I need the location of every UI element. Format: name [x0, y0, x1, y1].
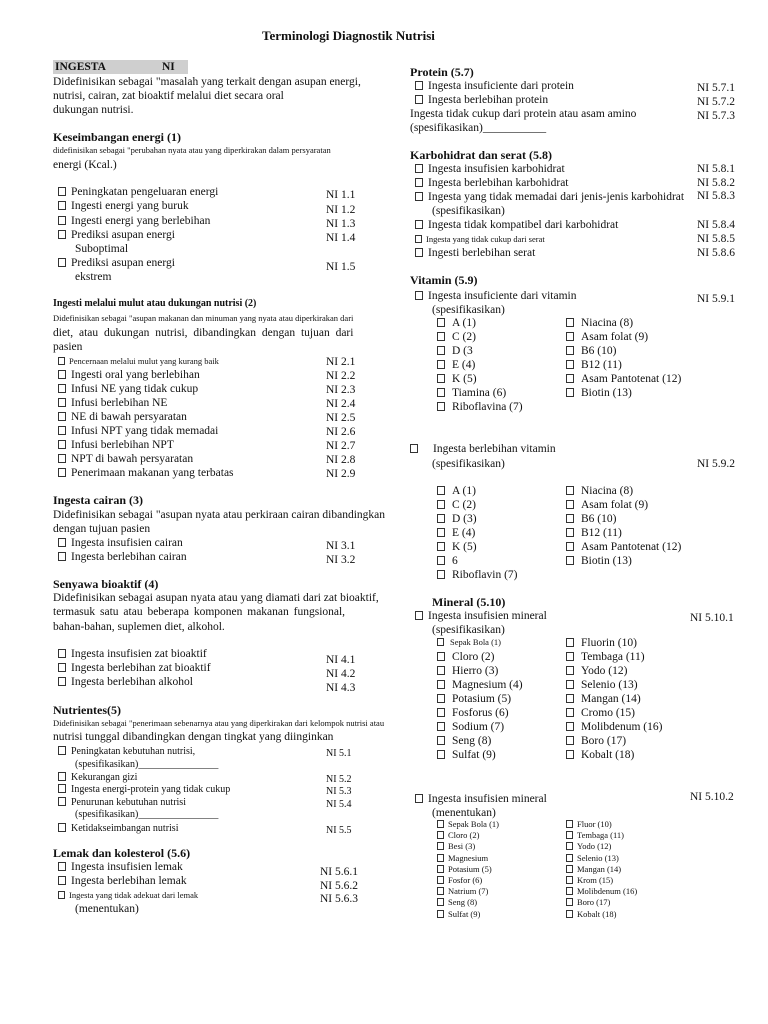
checkbox-icon[interactable]: [566, 910, 573, 918]
protein-amino-label: Ingesta tidak cukup dari protein atau asam amino: [410, 108, 637, 120]
checkbox-item[interactable]: Potasium (5): [437, 693, 511, 706]
checkbox-icon[interactable]: [58, 772, 66, 781]
checkbox-item[interactable]: K (5): [437, 373, 477, 386]
checkbox-item[interactable]: Fosforus (6): [437, 707, 509, 720]
ingesta-definition-1: Didefinisikan sebagai "masalah yang terkait dengan asupan energi,: [53, 76, 361, 88]
checkbox-icon[interactable]: [566, 887, 573, 895]
checkbox-icon[interactable]: [566, 360, 574, 369]
checkbox-icon[interactable]: [437, 402, 445, 411]
checkbox-icon[interactable]: [437, 500, 445, 509]
checkbox-icon[interactable]: [58, 862, 66, 871]
diagnosis-code: NI 5.8.6: [697, 247, 736, 259]
checkbox-icon[interactable]: [566, 666, 574, 675]
checkbox-icon[interactable]: [437, 865, 444, 873]
checkbox-icon[interactable]: [415, 192, 423, 201]
checkbox-icon[interactable]: [58, 230, 66, 239]
checkbox-icon[interactable]: [566, 820, 573, 828]
checkbox-icon[interactable]: [58, 426, 66, 435]
checkbox-item[interactable]: Boro (17): [566, 735, 626, 748]
checkbox-item[interactable]: Seng (8): [437, 897, 477, 907]
diagnosis-code: NI 1.1: [326, 189, 356, 201]
ingesta-heading: INGESTA: [55, 61, 106, 73]
checkbox-item[interactable]: Biotin (13): [566, 555, 632, 568]
checkbox-item[interactable]: Ingesta insuficiente dari vitamin: [415, 290, 577, 303]
diagnosis-code: NI 1.4: [326, 232, 356, 244]
checkbox-icon[interactable]: [437, 388, 445, 397]
checkbox-icon[interactable]: [437, 736, 445, 745]
checkbox-item[interactable]: Ketidakseimbangan nutrisi: [58, 823, 178, 835]
checkbox-item[interactable]: A (1): [437, 485, 476, 498]
diagnosis-code: NI 5.6.2: [320, 880, 359, 892]
checkbox-item[interactable]: Infusi NE yang tidak cukup: [58, 383, 198, 396]
ingesta-definition-2: nutrisi, cairan, zat bioaktif melalui diet secara oral: [53, 90, 284, 102]
checkbox-item[interactable]: Fluorin (10): [566, 637, 637, 650]
fluid-heading: Ingesta cairan (3): [53, 493, 143, 507]
diagnosis-code: NI 5.7.1: [697, 82, 736, 94]
checkbox-item[interactable]: A (1): [437, 317, 476, 330]
ingesta-code: NI: [162, 61, 175, 73]
item-continuation: (menentukan): [432, 807, 496, 819]
checkbox-item[interactable]: B12 (11): [566, 527, 622, 540]
checkbox-icon[interactable]: [566, 346, 574, 355]
checkbox-icon[interactable]: [437, 854, 444, 862]
diagnosis-code: NI 5.9.1: [697, 293, 736, 305]
checkbox-icon[interactable]: [566, 898, 573, 906]
diagnosis-code: NI 5.6.3: [320, 893, 359, 905]
checkbox-item[interactable]: Magnesium (4): [437, 679, 523, 692]
checkbox-icon[interactable]: [566, 842, 573, 850]
checkbox-item[interactable]: B12 (11): [566, 359, 622, 372]
checkbox-icon[interactable]: [58, 823, 66, 832]
checkbox-item[interactable]: Tembaga (11): [566, 830, 624, 840]
checkbox-item[interactable]: Molibdenum (16): [566, 721, 662, 734]
checkbox-item[interactable]: K (5): [437, 541, 477, 554]
checkbox-item[interactable]: Niacina (8): [566, 485, 633, 498]
checkbox-item[interactable]: E (4): [437, 527, 475, 540]
nutrients-definition-2: nutrisi tunggal dibandingkan dengan tingkat yang diinginkan: [53, 731, 334, 743]
checkbox-item[interactable]: Ingesti energi yang berlebihan: [58, 215, 210, 228]
diagnosis-code: NI 2.5: [326, 412, 356, 424]
diagnosis-code: NI 5.8.4: [697, 219, 736, 231]
checkbox-icon[interactable]: [437, 528, 445, 537]
checkbox-icon[interactable]: [566, 500, 574, 509]
diagnosis-code: NI 1.2: [326, 204, 356, 216]
checkbox-icon[interactable]: [566, 865, 573, 873]
checkbox-item[interactable]: Prediksi asupan energi: [58, 257, 175, 270]
checkbox-item[interactable]: D (3: [437, 345, 473, 358]
checkbox-icon[interactable]: [437, 346, 445, 355]
checkbox-item[interactable]: C (2): [437, 331, 476, 344]
checkbox-item[interactable]: Ingesta berlebihan lemak: [58, 875, 187, 888]
fat-heading: Lemak dan kolesterol (5.6): [53, 846, 191, 860]
bioactive-definition-1: Didefinisikan sebagai asupan nyata atau yang diamati dari zat bioaktif,: [53, 592, 379, 604]
bioactive-definition-3: bahan-bahan, suplemen diet, alkohol.: [53, 621, 225, 633]
checkbox-item[interactable]: Selenio (13): [566, 679, 638, 692]
checkbox-icon[interactable]: [58, 649, 66, 658]
checkbox-item[interactable]: Sepak Bola (1): [437, 637, 501, 647]
checkbox-item[interactable]: Cromo (15): [566, 707, 635, 720]
checkbox-item[interactable]: Peningkatan pengeluaran energi: [58, 186, 218, 199]
checkbox-item[interactable]: Magnesium: [437, 853, 488, 863]
diagnosis-code: NI 5.7.3: [697, 110, 736, 122]
diagnosis-code: NI 5.8.5: [697, 233, 736, 245]
checkbox-icon[interactable]: [437, 680, 445, 689]
item-continuation: (spesifikasikan)________________: [75, 809, 219, 820]
protein-heading: Protein (5.7): [410, 65, 474, 79]
diagnosis-code: NI 2.8: [326, 454, 356, 466]
checkbox-icon[interactable]: [566, 514, 574, 523]
checkbox-item[interactable]: Pencernaan melalui mulut yang kurang baik: [58, 356, 219, 366]
energy-definition: didefinisikan sebagai "perubahan nyata atau yang diperkirakan dalam persyaratan: [53, 145, 331, 155]
fluid-definition-1: Didefinisikan sebagai "asupan nyata atau perkiraan cairan dibandingkan: [53, 509, 385, 521]
checkbox-icon[interactable]: [566, 736, 574, 745]
oral-definition-2: diet, atau dukungan nutrisi, dibandingkan dengan tujuan dari: [53, 327, 354, 339]
checkbox-icon[interactable]: [415, 248, 423, 257]
diagnosis-code: NI 2.6: [326, 426, 356, 438]
checkbox-item[interactable]: Cloro (2): [437, 830, 479, 840]
checkbox-item[interactable]: Asam Pantotenat (12): [566, 373, 681, 386]
checkbox-icon[interactable]: [566, 652, 574, 661]
diagnosis-code: NI 4.1: [326, 654, 356, 666]
checkbox-item[interactable]: Ingesta insufisien mineral: [415, 610, 547, 623]
checkbox-item[interactable]: Riboflavina (7): [437, 401, 523, 414]
checkbox-item[interactable]: Infusi NPT yang tidak memadai: [58, 425, 218, 438]
checkbox-icon[interactable]: [58, 398, 66, 407]
checkbox-item[interactable]: Ingesta energi-protein yang tidak cukup: [58, 784, 230, 796]
checkbox-icon[interactable]: [437, 842, 444, 850]
checkbox-icon[interactable]: [566, 722, 574, 731]
checkbox-item[interactable]: NPT di bawah persyaratan: [58, 453, 193, 466]
checkbox-icon[interactable]: [437, 722, 445, 731]
checkbox-icon[interactable]: [437, 318, 445, 327]
checkbox-item[interactable]: NE di bawah persyaratan: [58, 411, 187, 424]
checkbox-item[interactable]: Fosfor (6): [437, 875, 482, 885]
item-continuation: (spesifikasikan)________________: [75, 759, 219, 770]
item-continuation: (spesifikasikan): [432, 304, 505, 316]
diagnosis-code: NI 5.3: [326, 786, 352, 797]
checkbox-item[interactable]: Niacina (8): [566, 317, 633, 330]
checkbox-item[interactable]: Hierro (3): [437, 665, 498, 678]
checkbox-icon[interactable]: [437, 652, 445, 661]
checkbox-icon[interactable]: [58, 412, 66, 421]
checkbox-icon[interactable]: [566, 680, 574, 689]
checkbox-item[interactable]: Prediksi asupan energi: [58, 229, 175, 242]
checkbox-icon[interactable]: [415, 95, 423, 104]
checkbox-item[interactable]: Krom (15): [566, 875, 613, 885]
item-continuation: ekstrem: [75, 271, 112, 283]
fluid-definition-2: dengan tujuan pasien: [53, 523, 151, 535]
checkbox-item[interactable]: Boro (17): [566, 897, 610, 907]
checkbox-item[interactable]: C (2): [437, 499, 476, 512]
checkbox-item[interactable]: Mangan (14): [566, 864, 621, 874]
checkbox-item[interactable]: Kobalt (18): [566, 749, 634, 762]
checkbox-icon[interactable]: [437, 374, 445, 383]
checkbox-item[interactable]: Ingesta berlebihan alkohol: [58, 676, 193, 689]
checkbox-icon[interactable]: [58, 357, 65, 365]
diagnosis-code: NI 5.6.1: [320, 866, 359, 878]
checkbox-icon[interactable]: [58, 538, 66, 547]
carbs-heading: Karbohidrat dan serat (5.8): [410, 148, 552, 162]
checkbox-icon[interactable]: [437, 708, 445, 717]
nutrients-heading: Nutrientes(5): [53, 703, 121, 717]
checkbox-item[interactable]: Asam Pantotenat (12): [566, 541, 681, 554]
checkbox-icon[interactable]: [58, 440, 66, 449]
diagnosis-code: NI 5.9.2: [697, 458, 736, 470]
checkbox-icon[interactable]: [437, 666, 445, 675]
checkbox-icon[interactable]: [58, 187, 66, 196]
energy-heading: Keseimbangan energi (1): [53, 130, 181, 144]
checkbox-icon[interactable]: [58, 677, 66, 686]
checkbox-icon[interactable]: [415, 235, 422, 243]
checkbox-icon[interactable]: [58, 891, 65, 899]
checkbox-icon[interactable]: [566, 374, 574, 383]
checkbox-item[interactable]: Ingesta berlebihan vitamin: [410, 443, 556, 456]
checkbox-item[interactable]: E (4): [437, 359, 475, 372]
checkbox-item[interactable]: Ingesta insufisien cairan: [58, 537, 183, 550]
diagnosis-code: NI 5.8.2: [697, 177, 736, 189]
checkbox-icon[interactable]: [437, 332, 445, 341]
checkbox-item[interactable]: Peningkatan kebutuhan nutrisi,: [58, 746, 195, 758]
checkbox-icon[interactable]: [415, 611, 423, 620]
diagnosis-code: NI 5.10.2: [690, 791, 734, 803]
checkbox-item[interactable]: Ingesti berlebihan serat: [415, 247, 535, 260]
diagnosis-code: NI 5.4: [326, 799, 352, 810]
checkbox-item[interactable]: Besi (3): [437, 841, 475, 851]
energy-definition-2: energi (Kcal.): [53, 159, 117, 171]
checkbox-item[interactable]: D (3): [437, 513, 477, 526]
ingesta-definition-3: dukungan nutrisi.: [53, 104, 134, 116]
checkbox-icon[interactable]: [566, 638, 574, 647]
checkbox-icon[interactable]: [566, 694, 574, 703]
checkbox-icon[interactable]: [415, 220, 423, 229]
checkbox-icon[interactable]: [58, 216, 66, 225]
item-continuation: (menentukan): [75, 903, 139, 915]
checkbox-icon[interactable]: [566, 831, 573, 839]
checkbox-item[interactable]: B6 (10): [566, 345, 616, 358]
item-continuation: (spesifikasikan): [432, 624, 505, 636]
checkbox-item[interactable]: Ingesta tidak kompatibel dari karbohidrat: [415, 219, 618, 232]
checkbox-item[interactable]: Ingesti energi yang buruk: [58, 200, 189, 213]
diagnosis-code: NI 5.8.1: [697, 163, 736, 175]
checkbox-item[interactable]: Yodo (12): [566, 841, 611, 851]
checkbox-item[interactable]: Kobalt (18): [566, 909, 616, 919]
checkbox-icon[interactable]: [58, 797, 66, 806]
diagnosis-code: NI 2.1: [326, 356, 356, 368]
diagnosis-code: NI 3.1: [326, 540, 356, 552]
checkbox-item[interactable]: Asam folat (9): [566, 499, 648, 512]
diagnosis-code: NI 2.7: [326, 440, 356, 452]
checkbox-icon[interactable]: [437, 831, 444, 839]
checkbox-item[interactable]: Sulfat (9): [437, 749, 496, 762]
checkbox-icon[interactable]: [566, 750, 574, 759]
checkbox-icon[interactable]: [415, 794, 423, 803]
checkbox-item[interactable]: Sodium (7): [437, 721, 504, 734]
checkbox-item[interactable]: Tiamina (6): [437, 387, 506, 400]
checkbox-icon[interactable]: [566, 542, 574, 551]
checkbox-item[interactable]: Ingesta berlebihan cairan: [58, 551, 187, 564]
checkbox-item[interactable]: Biotin (13): [566, 387, 632, 400]
checkbox-icon[interactable]: [437, 360, 445, 369]
diagnosis-code: NI 2.9: [326, 468, 356, 480]
checkbox-item[interactable]: Penurunan kebutuhan nutrisi: [58, 797, 186, 809]
checkbox-item[interactable]: Mangan (14): [566, 693, 641, 706]
vitamin-heading: Vitamin (5.9): [410, 273, 478, 287]
checkbox-icon[interactable]: [415, 164, 423, 173]
diagnosis-code: NI 2.2: [326, 370, 356, 382]
checkbox-item[interactable]: Ingesta insufisien lemak: [58, 861, 183, 874]
checkbox-item[interactable]: Yodo (12): [566, 665, 627, 678]
protein-amino-spec: (spesifikasikan)___________: [410, 122, 547, 134]
checkbox-icon[interactable]: [58, 663, 66, 672]
checkbox-item[interactable]: Molibdenum (16): [566, 886, 637, 896]
checkbox-icon[interactable]: [58, 384, 66, 393]
checkbox-icon[interactable]: [58, 784, 66, 793]
checkbox-icon[interactable]: [437, 486, 445, 495]
bioactive-heading: Senyawa bioaktif (4): [53, 577, 159, 591]
checkbox-item[interactable]: B6 (10): [566, 513, 616, 526]
checkbox-item[interactable]: Sepak Bola (1): [437, 819, 499, 829]
checkbox-item[interactable]: Ingesta insuficiente dari protein: [415, 80, 574, 93]
checkbox-item[interactable]: Ingesta berlebihan karbohidrat: [415, 177, 569, 190]
nutrients-definition: Didefinisikan sebagai "penerimaan sebenarnya atau yang diperkirakan dari kelompok nutrisi atau: [53, 718, 385, 728]
checkbox-item[interactable]: Potasium (5): [437, 864, 492, 874]
checkbox-item[interactable]: Infusi berlebihan NPT: [58, 439, 174, 452]
diagnosis-code: NI 5.7.2: [697, 96, 736, 108]
diagnosis-code: NI 2.3: [326, 384, 356, 396]
checkbox-item[interactable]: Natrium (7): [437, 886, 488, 896]
checkbox-icon[interactable]: [566, 332, 574, 341]
item-continuation: (spesifikasikan): [432, 458, 505, 470]
checkbox-icon[interactable]: [437, 556, 445, 565]
checkbox-icon[interactable]: [437, 887, 444, 895]
checkbox-item[interactable]: 6: [437, 555, 458, 568]
diagnosis-code: NI 4.2: [326, 668, 356, 680]
checkbox-icon[interactable]: [415, 81, 423, 90]
checkbox-icon[interactable]: [437, 694, 445, 703]
checkbox-icon[interactable]: [410, 444, 418, 453]
checkbox-item[interactable]: Selenio (13): [566, 853, 619, 863]
checkbox-icon[interactable]: [437, 750, 445, 759]
checkbox-icon[interactable]: [566, 318, 574, 327]
diagnosis-code: NI 4.3: [326, 682, 356, 694]
oral-definition-3: pasien: [53, 341, 83, 353]
checkbox-item[interactable]: Infusi berlebihan NE: [58, 397, 167, 410]
mineral-heading: Mineral (5.10): [432, 595, 506, 609]
checkbox-item[interactable]: Cloro (2): [437, 651, 494, 664]
checkbox-icon[interactable]: [566, 528, 574, 537]
checkbox-item[interactable]: Ingesta berlebihan protein: [415, 94, 548, 107]
checkbox-icon[interactable]: [437, 570, 445, 579]
checkbox-icon[interactable]: [437, 514, 445, 523]
checkbox-item[interactable]: Riboflavin (7): [437, 569, 517, 582]
checkbox-icon[interactable]: [58, 746, 66, 755]
checkbox-item[interactable]: Ingesti oral yang berlebihan: [58, 369, 200, 382]
diagnosis-code: NI 1.3: [326, 218, 356, 230]
checkbox-icon[interactable]: [566, 708, 574, 717]
checkbox-icon[interactable]: [566, 854, 573, 862]
checkbox-item[interactable]: Sulfat (9): [437, 909, 480, 919]
checkbox-icon[interactable]: [58, 370, 66, 379]
diagnosis-code: NI 5.1: [326, 748, 352, 759]
checkbox-item[interactable]: Ingesta yang tidak adekuat dari lemak: [58, 890, 198, 900]
checkbox-icon[interactable]: [437, 910, 444, 918]
checkbox-item[interactable]: Asam folat (9): [566, 331, 648, 344]
bioactive-definition-2: termasuk satu atau beberapa komponen makanan fungsional,: [53, 606, 346, 618]
checkbox-item[interactable]: Ingesta insufisien karbohidrat: [415, 163, 565, 176]
checkbox-item[interactable]: Ingesta yang tidak cukup dari serat: [415, 234, 545, 244]
checkbox-icon[interactable]: [58, 258, 66, 267]
diagnosis-code: NI 5.2: [326, 774, 352, 785]
checkbox-icon[interactable]: [415, 291, 423, 300]
diagnosis-code: NI 1.5: [326, 261, 356, 273]
checkbox-item[interactable]: Ingesta insufisien zat bioaktif: [58, 648, 207, 661]
checkbox-item[interactable]: Seng (8): [437, 735, 491, 748]
checkbox-icon[interactable]: [58, 468, 66, 477]
checkbox-icon[interactable]: [58, 454, 66, 463]
checkbox-icon[interactable]: [437, 820, 444, 828]
checkbox-icon[interactable]: [566, 556, 574, 565]
checkbox-item[interactable]: Ingesta berlebihan zat bioaktif: [58, 662, 211, 675]
checkbox-icon[interactable]: [58, 201, 66, 210]
checkbox-item[interactable]: Tembaga (11): [566, 651, 645, 664]
diagnosis-code: NI 5.8.3: [697, 190, 736, 202]
item-continuation: Suboptimal: [75, 243, 129, 255]
checkbox-item[interactable]: Fluor (10): [566, 819, 612, 829]
checkbox-icon[interactable]: [437, 542, 445, 551]
checkbox-item[interactable]: Penerimaan makanan yang terbatas: [58, 467, 234, 480]
checkbox-icon[interactable]: [566, 388, 574, 397]
checkbox-icon[interactable]: [58, 876, 66, 885]
checkbox-icon[interactable]: [437, 898, 444, 906]
page-title: Terminologi Diagnostik Nutrisi: [262, 28, 435, 43]
item-continuation: (spesifikasikan): [432, 205, 505, 217]
checkbox-icon[interactable]: [566, 486, 574, 495]
checkbox-item[interactable]: Kekurangan gizi: [58, 772, 137, 784]
checkbox-icon[interactable]: [415, 178, 423, 187]
checkbox-icon[interactable]: [58, 552, 66, 561]
oral-definition: Didefinisikan sebagai "asupan makanan dan minuman yang nyata atau diperkirakan dari: [53, 313, 354, 323]
diagnosis-code: NI 3.2: [326, 554, 356, 566]
checkbox-icon[interactable]: [437, 638, 444, 646]
oral-heading: Ingesti melalui mulut atau dukungan nutrisi (2): [53, 298, 257, 309]
checkbox-item[interactable]: Ingesta yang tidak memadai dari jenis-jenis karbohidrat: [415, 191, 684, 204]
checkbox-item[interactable]: Ingesta insufisien mineral: [415, 793, 547, 806]
checkbox-icon[interactable]: [437, 876, 444, 884]
checkbox-icon[interactable]: [566, 876, 573, 884]
diagnosis-code: NI 2.4: [326, 398, 356, 410]
diagnosis-code: NI 5.5: [326, 825, 352, 836]
diagnosis-code: NI 5.10.1: [690, 612, 734, 624]
